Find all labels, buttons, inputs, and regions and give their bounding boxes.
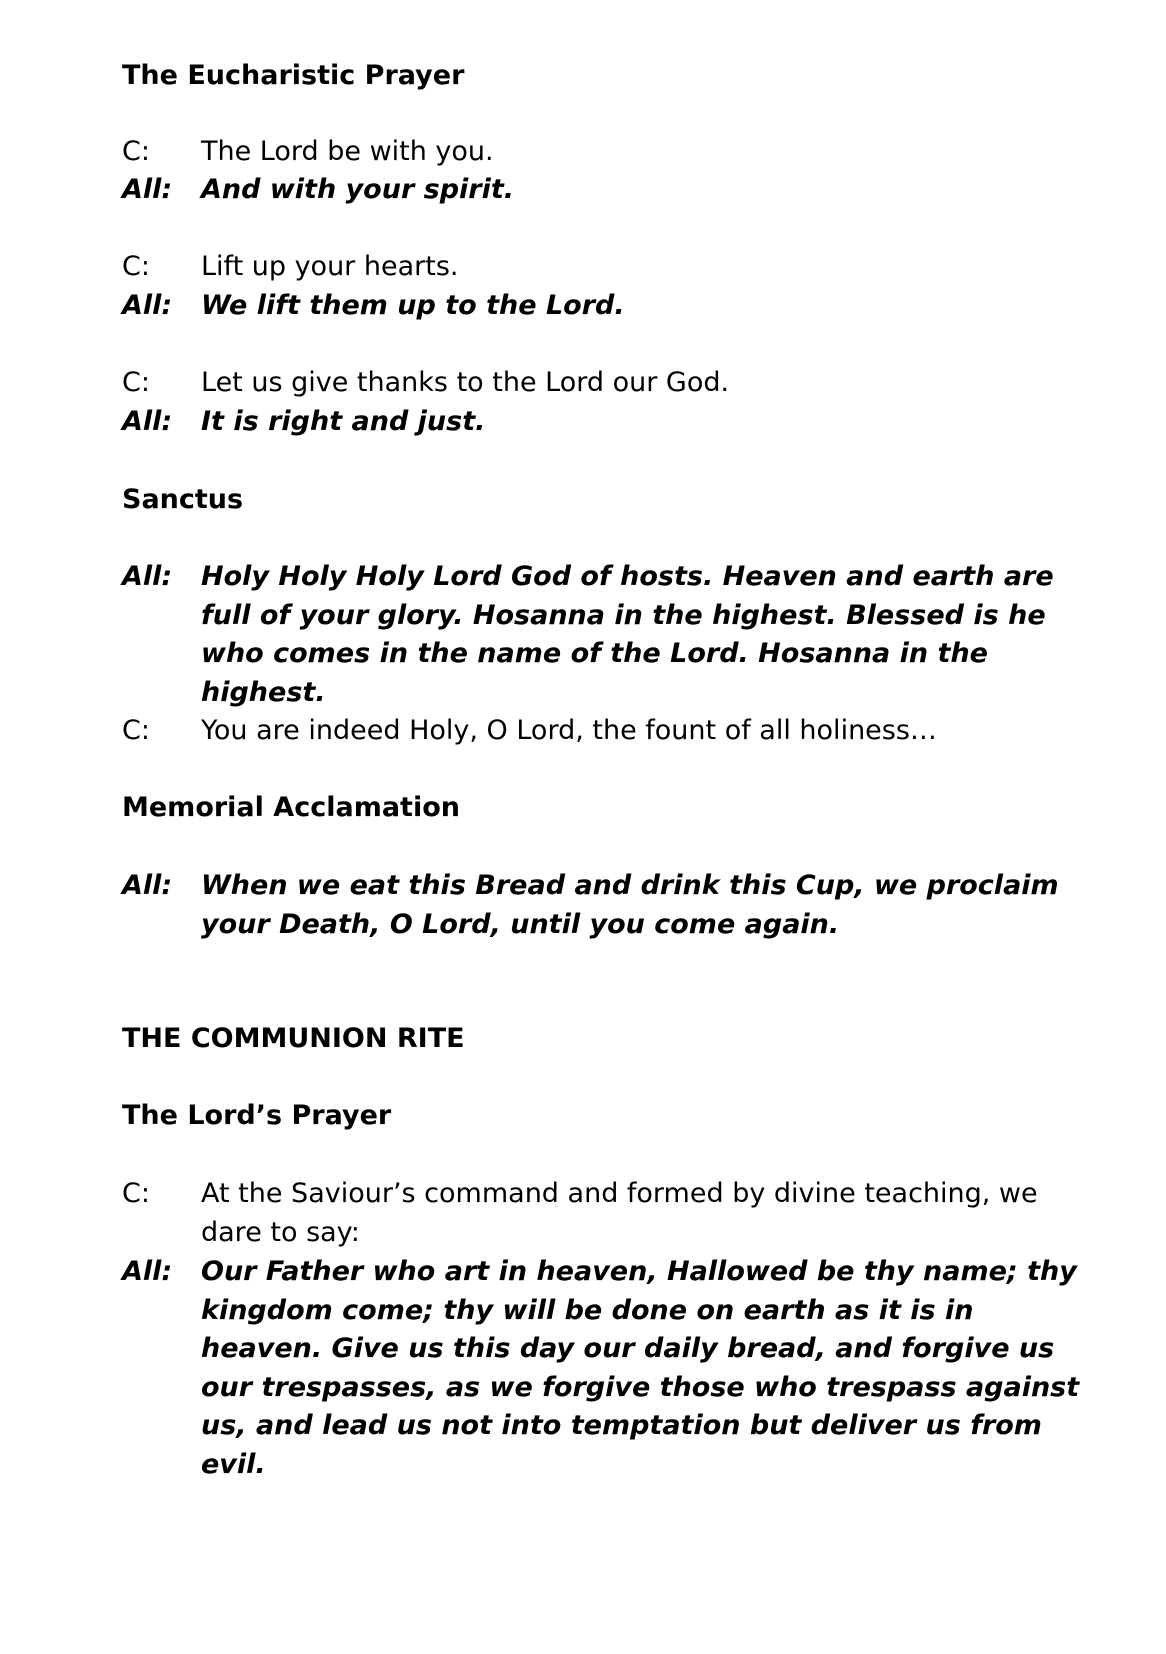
heading-communion-rite: THE COMMUNION RITE	[122, 1023, 465, 1054]
speaker-label-all: All:	[122, 870, 173, 901]
lords-prayer-text: Our Father who art in heaven, Hallowed be thy name; thy kingdom come; thy will be done on earth as it is in heaven. Give us this day our daily bread, and forgive us our trespasses, as we forgive those who trespass against us, and lead us not into temptation but deliver us from evil.	[201, 1256, 1080, 1480]
response-text: It is right and just.	[201, 406, 486, 437]
response-text: And with your spirit.	[201, 174, 515, 205]
speaker-label-all: All:	[122, 174, 173, 205]
celebrant-text: Lift up your hearts.	[201, 251, 459, 282]
speaker-label-all: All:	[122, 290, 173, 321]
speaker-label-all: All:	[122, 1256, 173, 1287]
heading-eucharistic-prayer: The Eucharistic Prayer	[122, 60, 465, 91]
celebrant-text: At the Saviour’s command and formed by divine teaching, we dare to say:	[201, 1178, 1038, 1248]
heading-lords-prayer: The Lord’s Prayer	[122, 1100, 392, 1131]
speaker-label-c: C:	[122, 715, 150, 746]
heading-sanctus: Sanctus	[122, 484, 244, 515]
speaker-label-all: All:	[122, 406, 173, 437]
speaker-label-all: All:	[122, 561, 173, 592]
speaker-label-c: C:	[122, 251, 150, 282]
response-text: We lift them up to the Lord.	[201, 290, 625, 321]
celebrant-text: You are indeed Holy, O Lord, the fount of all holiness…	[201, 715, 937, 746]
acclamation-text: When we eat this Bread and drink this Cup, we proclaim your Death, O Lord, until you come again.	[201, 870, 1059, 940]
sanctus-text: Holy Holy Holy Lord God of hosts. Heaven and earth are full of your glory. Hosanna in the highest. Blessed is he who comes in the name of the Lord. Hosanna in the highest.	[201, 561, 1054, 708]
speaker-label-c: C:	[122, 367, 150, 398]
heading-memorial-acclamation: Memorial Acclamation	[122, 792, 460, 823]
celebrant-text: Let us give thanks to the Lord our God.	[201, 367, 730, 398]
speaker-label-c: C:	[122, 1178, 150, 1209]
speaker-label-c: C:	[122, 136, 150, 167]
celebrant-text: The Lord be with you.	[201, 136, 494, 167]
